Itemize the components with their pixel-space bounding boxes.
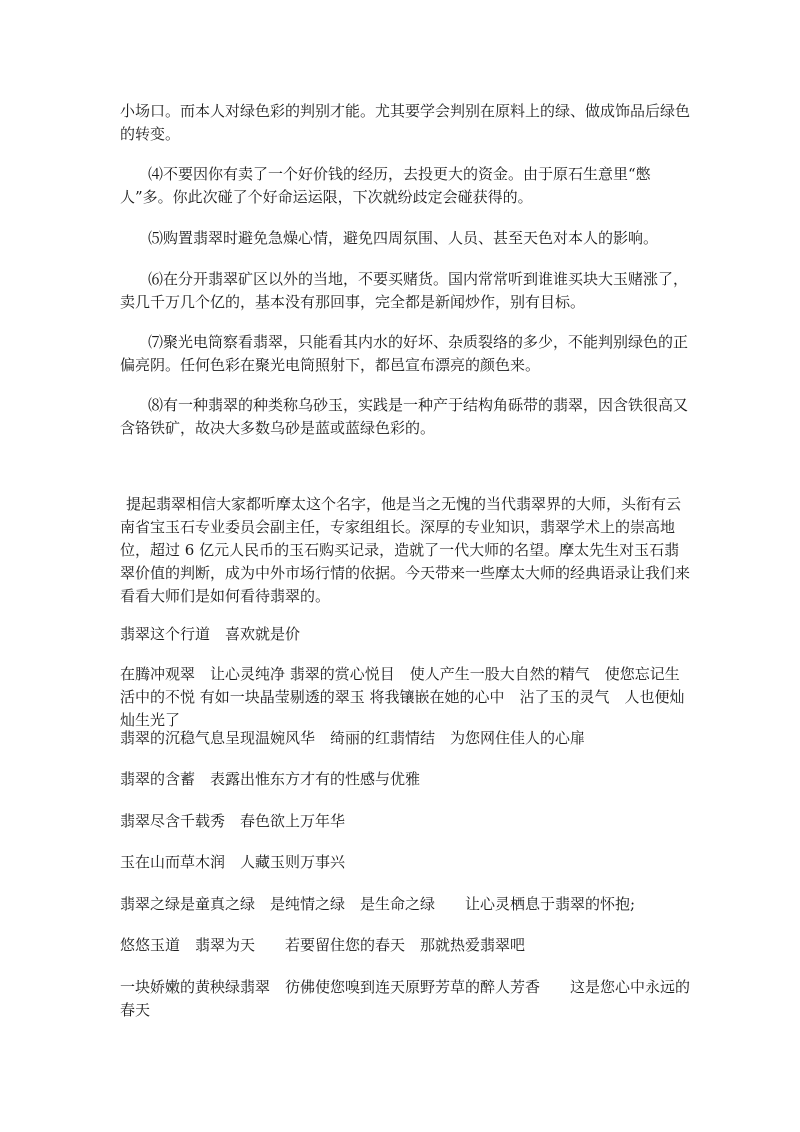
quote-line-7: 翡翠之绿是童真之绿 是纯情之绿 是生命之绿 让心灵栖息于翡翠的怀抱; bbox=[120, 895, 636, 913]
tip-paragraph-4: ⑷不要因你有卖了一个好价钱的经历，去投更大的资金。由于原石生意里“憋人”多。你此次碰了个好命运运限，下次就纷歧定会碰获得的。 bbox=[120, 165, 651, 206]
tip-paragraph-6: ⑹在分开翡翠矿区以外的当地，不要买赌货。国内常常听到谁谁买块大玉赌涨了，卖几千万几个亿的，基本没有那回事，完全都是新闻炒作，别有目标。 bbox=[120, 270, 689, 311]
quote-line-5: 翡翠尽含千载秀 春色欲上万年华 bbox=[120, 812, 346, 830]
quote-line-2: 在腾冲观翠 让心灵纯净 翡翠的赏心悦目 使人产生一股大自然的精气 使您忘记生活中的不悦 有如一块晶莹剔透的翠玉 将我镶嵌在她的心中 沾了玉的灵气 人也便灿灿生光了 bbox=[120, 665, 685, 729]
quote-line-4: 翡翠的含蓄 表露出惟东方才有的性感与优雅 bbox=[120, 770, 421, 788]
quote-line-9: 一块娇嫩的黄秧绿翡翠 彷佛使您嗅到连天原野芳草的醉人芳香 这是您心中永远的春天 bbox=[120, 978, 691, 1019]
quote-line-6: 玉在山而草木润 人藏玉则万事兴 bbox=[120, 853, 346, 871]
quote-line-8: 悠悠玉道 翡翠为天 若要留住您的春天 那就热爱翡翠吧 bbox=[120, 936, 526, 954]
quote-line-3: 翡翠的沉稳气息呈现温婉风华 绮丽的红翡情结 为您网住佳人的心扉 bbox=[120, 729, 586, 747]
tip-paragraph-5: ⑸购置翡翠时避免急燥心情，避免四周氛围、人员、甚至天色对本人的影响。 bbox=[148, 229, 659, 247]
quote-line-1: 翡翠这个行道 喜欢就是价 bbox=[120, 625, 301, 643]
tip-paragraph-7: ⑺聚光电筒察看翡翠，只能看其内水的好坏、杂质裂络的多少，不能判别绿色的正偏亮阴。任何色彩在聚光电筒照射下，都邑宣布漂亮的颜色来。 bbox=[120, 333, 689, 374]
intro-paragraph: 提起翡翠相信大家都听摩太这个名字，他是当之无愧的当代翡翠界的大师，头衔有云南省宝玉石专业委员会副主任，专家组组长。深厚的专业知识，翡翠学术上的崇高地位，超过 6 亿元人民币的玉石购买记录，造就了一代大师的名望。摩太先生对玉石翡翠价值的判断，成为中外市场行情的依据。今天带来一些摩太大师的经典语录让我们来看看大师们是如何看待翡翠的。 bbox=[120, 495, 691, 605]
tip-paragraph-continued: 小场口。而本人对绿色彩的判别才能。尤其要学会判别在原料上的绿、做成饰品后绿色的转变。 bbox=[120, 102, 691, 143]
tip-paragraph-8: ⑻有一种翡翠的种类称乌砂玉，实践是一种产于结构角砾带的翡翠，因含铁很高又含铬铁矿，故决大多数乌砂是蓝或蓝绿色彩的。 bbox=[120, 396, 689, 437]
